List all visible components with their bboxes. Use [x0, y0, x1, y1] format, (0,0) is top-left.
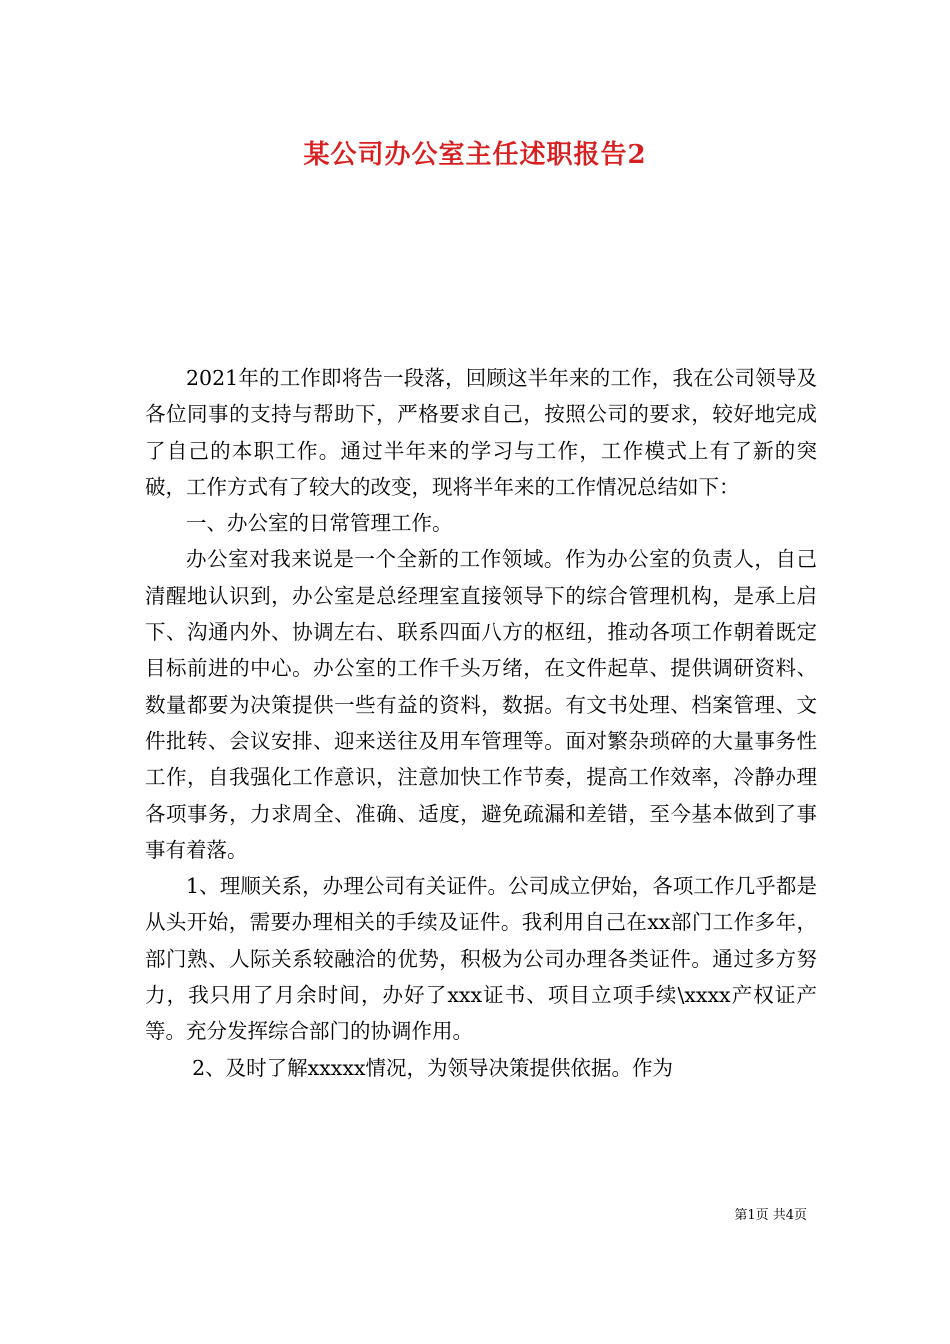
page-number-footer: 第1页 共4页: [734, 1208, 807, 1223]
document-body: [145, 360, 817, 1086]
document-title: 某公司办公室主任述职报告2: [303, 140, 647, 170]
paragraph-item-1: 1、理顺关系，办理公司有关证件。公司成立伊始，各项工作几乎都是从头开始，需要办理相关的手续及证件。我利用自己在xx部门工作多年，部门熟、人际关系较融洽的优势，积极为公司办理各类证件。通过多方努力，我只用了月余时间，办好了xxx证书、项目立项手续\xxxx产权证产等。充分发挥综合部门的协调作用。: [145, 874, 817, 1044]
paragraph-item-2: 2、及时了解xxxxx情况，为领导决策提供依据。作为: [192, 1055, 673, 1080]
paragraph-intro: 2021年的工作即将告一段落，回顾这半年来的工作，我在公司领导及各位同事的支持与帮助下，严格要求自己，按照公司的要求，较好地完成了自己的本职工作。通过半年来的学习与工作，工作模式上有了新的突破，工作方式有了较大的改变，现将半年来的工作情况总结如下：: [145, 366, 817, 499]
paragraph-section-heading: 一、办公室的日常管理工作。: [186, 511, 453, 536]
paragraph-office-overview: 办公室对我来说是一个全新的工作领域。作为办公室的负责人，自己清醒地认识到，办公室是总经理室直接领导下的综合管理机构，是承上启下、沟通内外、协调左右、联系四面八方的枢纽，推动各项工作朝着既定目标前进的中心。办公室的工作千头万绪，在文件起草、提供调研资料、数量都要为决策提供一些有益的资料，数据。有文书处理、档案管理、文件批转、会议安排、迎来送往及用车管理等。面对繁杂琐碎的大量事务性工作，自我强化工作意识，注意加快工作节奏，提高工作效率，冷静办理各项事务，力求周全、准确、适度，避免疏漏和差错，至今基本做到了事事有着落。: [145, 547, 817, 862]
